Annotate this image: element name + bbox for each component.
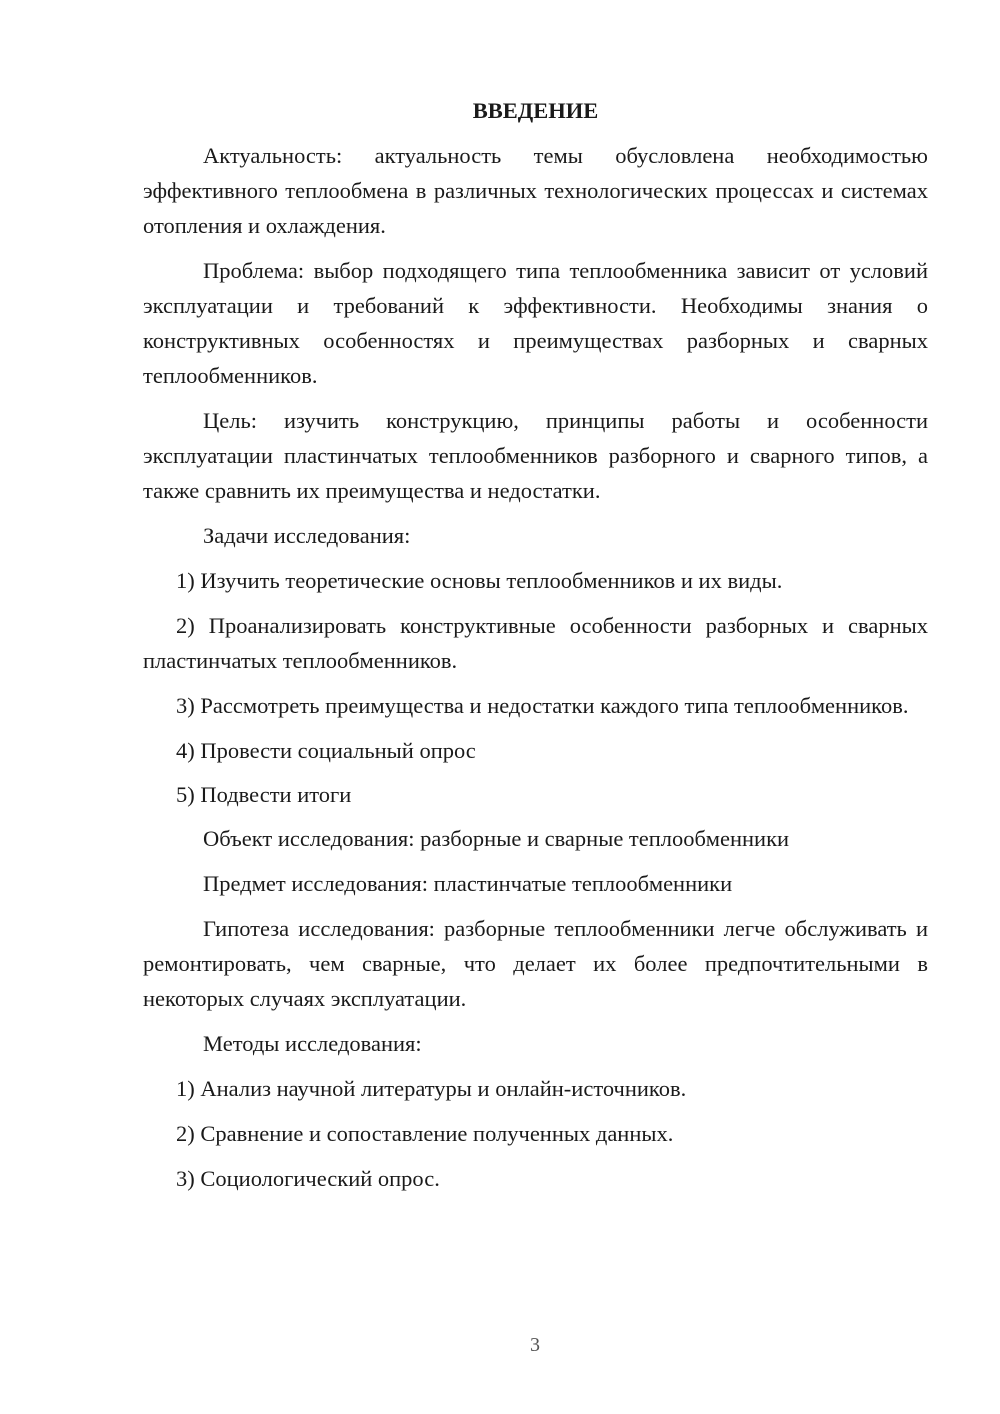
page-content xyxy=(143,96,928,1206)
page-number: 3 xyxy=(530,1334,540,1356)
method-item: 3) Социологический опрос. xyxy=(176,1166,440,1191)
tasks-heading: Задачи исследования: xyxy=(203,523,411,548)
task-item: 1) Изучить теоретические основы теплообменников и их виды. xyxy=(176,568,783,593)
methods-heading: Методы исследования: xyxy=(203,1031,422,1056)
task-item: 4) Провести социальный опрос xyxy=(176,738,476,763)
problem-paragraph: Проблема: выбор подходящего типа теплообменника зависит от условий эксплуатации и требований к эффективности. Необходимы знания о конструктивных особенностях и преимуществах разборных и сварных теплообменников. xyxy=(143,258,928,388)
method-item: 2) Сравнение и сопоставление полученных данных. xyxy=(176,1121,674,1146)
goal-paragraph: Цель: изучить конструкцию, принципы работы и особенности эксплуатации пластинчатых теплообменников разборного и сварного типов, а также сравнить их преимущества и недостатки. xyxy=(143,408,928,503)
task-item: 2) Проанализировать конструктивные особенности разборных и сварных пластинчатых теплообменников. xyxy=(143,613,928,673)
hypothesis-paragraph: Гипотеза исследования: разборные теплообменники легче обслуживать и ремонтировать, чем сварные, что делает их более предпочтительными в некоторых случаях эксплуатации. xyxy=(143,916,928,1011)
subject-paragraph: Предмет исследования: пластинчатые теплообменники xyxy=(203,871,733,896)
task-item: 5) Подвести итоги xyxy=(176,782,352,807)
method-item: 1) Анализ научной литературы и онлайн-источников. xyxy=(176,1076,687,1101)
task-item: 3) Рассмотреть преимущества и недостатки каждого типа теплообменников. xyxy=(176,693,909,718)
object-paragraph: Объект исследования: разборные и сварные теплообменники xyxy=(203,826,790,851)
section-title: ВВЕДЕНИЕ xyxy=(472,98,599,123)
relevance-paragraph: Актуальность: актуальность темы обусловлена необходимостью эффективного теплообмена в различных технологических процессах и системах отопления и охлаждения. xyxy=(143,143,928,238)
